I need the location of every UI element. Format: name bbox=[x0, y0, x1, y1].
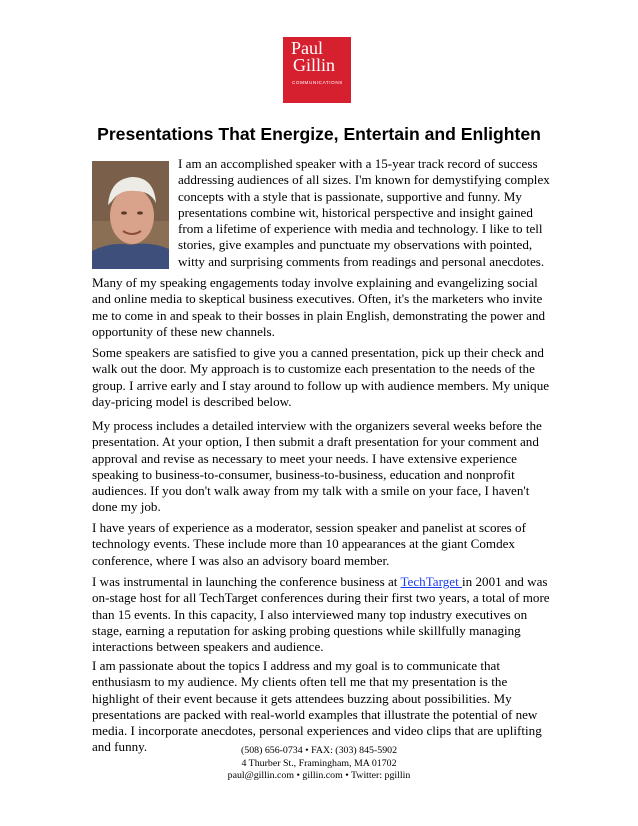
face-shape bbox=[110, 188, 154, 244]
page-title: Presentations That Energize, Entertain and Enlighten bbox=[97, 124, 541, 144]
logo-text-first: Paul bbox=[291, 38, 324, 58]
techtarget-text-after: in 2001 and was on-stage host for all TechTarget conferences during their first two years, a total of more than 15 events. In this capacity, I also interviewed many top industry executives on stage, earning a reputation for asking probing questions while skillfully managing interactions between speakers and audience. bbox=[92, 574, 550, 655]
logo-text-tagline: COMMUNICATIONS bbox=[292, 80, 343, 85]
logo-text-last: Gillin bbox=[293, 55, 336, 75]
speaker-portrait bbox=[92, 161, 169, 269]
paragraph-passion: I am passionate about the topics I address and my goal is to communicate that enthusiasm to my audience. My clients often tell me that my presentation is the highlight of their event because it gets attendees buzzing about possibilities. My presentations are packed with real-world examples that illustrate the potential of new media. I incorporate anecdotes, personal experiences and video clips that are uplifting and funny. bbox=[92, 658, 542, 755]
company-logo bbox=[283, 37, 351, 103]
shirt-shape bbox=[92, 244, 169, 269]
paragraph-process: My process includes a detailed interview with the organizers several weeks before the presentation. At your option, I then submit a draft presentation for your comment and approval and revise as necessary to meet your needs. I have extensive experience speaking to business-to-consumer, business-to-business, education and nonprofit audiences. If you don't walk away from my talk with a smile on your face, I haven't done my job. bbox=[92, 418, 542, 515]
contact-footer bbox=[0, 745, 638, 783]
paragraph-experience: I have years of experience as a moderator, session speaker and panelist at scores of technology events. These include more than 10 appearances at the giant Comdex conference, where I was also an advisory board member. bbox=[92, 520, 526, 568]
techtarget-link[interactable]: TechTarget bbox=[400, 574, 463, 589]
footer-email-web: paul@gillin.com • gillin.com • Twitter: pgillin bbox=[227, 770, 411, 782]
footer-address: 4 Thurber St., Framingham, MA 01702 bbox=[241, 757, 397, 769]
paragraph-social-media: Many of my speaking engagements today involve explaining and evangelizing social and online media to skeptical business executives. Often, it's the marketers who invite me to come in and speak to their bosses in plain English, demonstrating the power and opportunity of these new channels. bbox=[92, 275, 546, 339]
paragraph-techtarget bbox=[92, 574, 552, 655]
paragraph-approach: Some speakers are satisfied to give you a canned presentation, pick up their check and walk out the door. My approach is to customize each presentation to the needs of the group. I arrive early and I stay around to follow up with audience members. My unique day-pricing model is described below. bbox=[92, 345, 550, 409]
footer-phone-fax: (508) 656-0734 • FAX: (303) 845-5902 bbox=[240, 745, 398, 756]
techtarget-text-before: I was instrumental in launching the conference business at bbox=[92, 574, 401, 589]
intro-paragraph: I am an accomplished speaker with a 15-year track record of success addressing audiences of all sizes. I'm known for demystifying complex concepts with a style that is passionate, supportive and funny. My presentations combine wit, historical perspective and insight gained from a lifetime of experience with media and technology. I like to tell stories, give examples and punctuate my observations with pointed, witty and surprising comments from readings and personal anecdotes. bbox=[178, 156, 550, 269]
